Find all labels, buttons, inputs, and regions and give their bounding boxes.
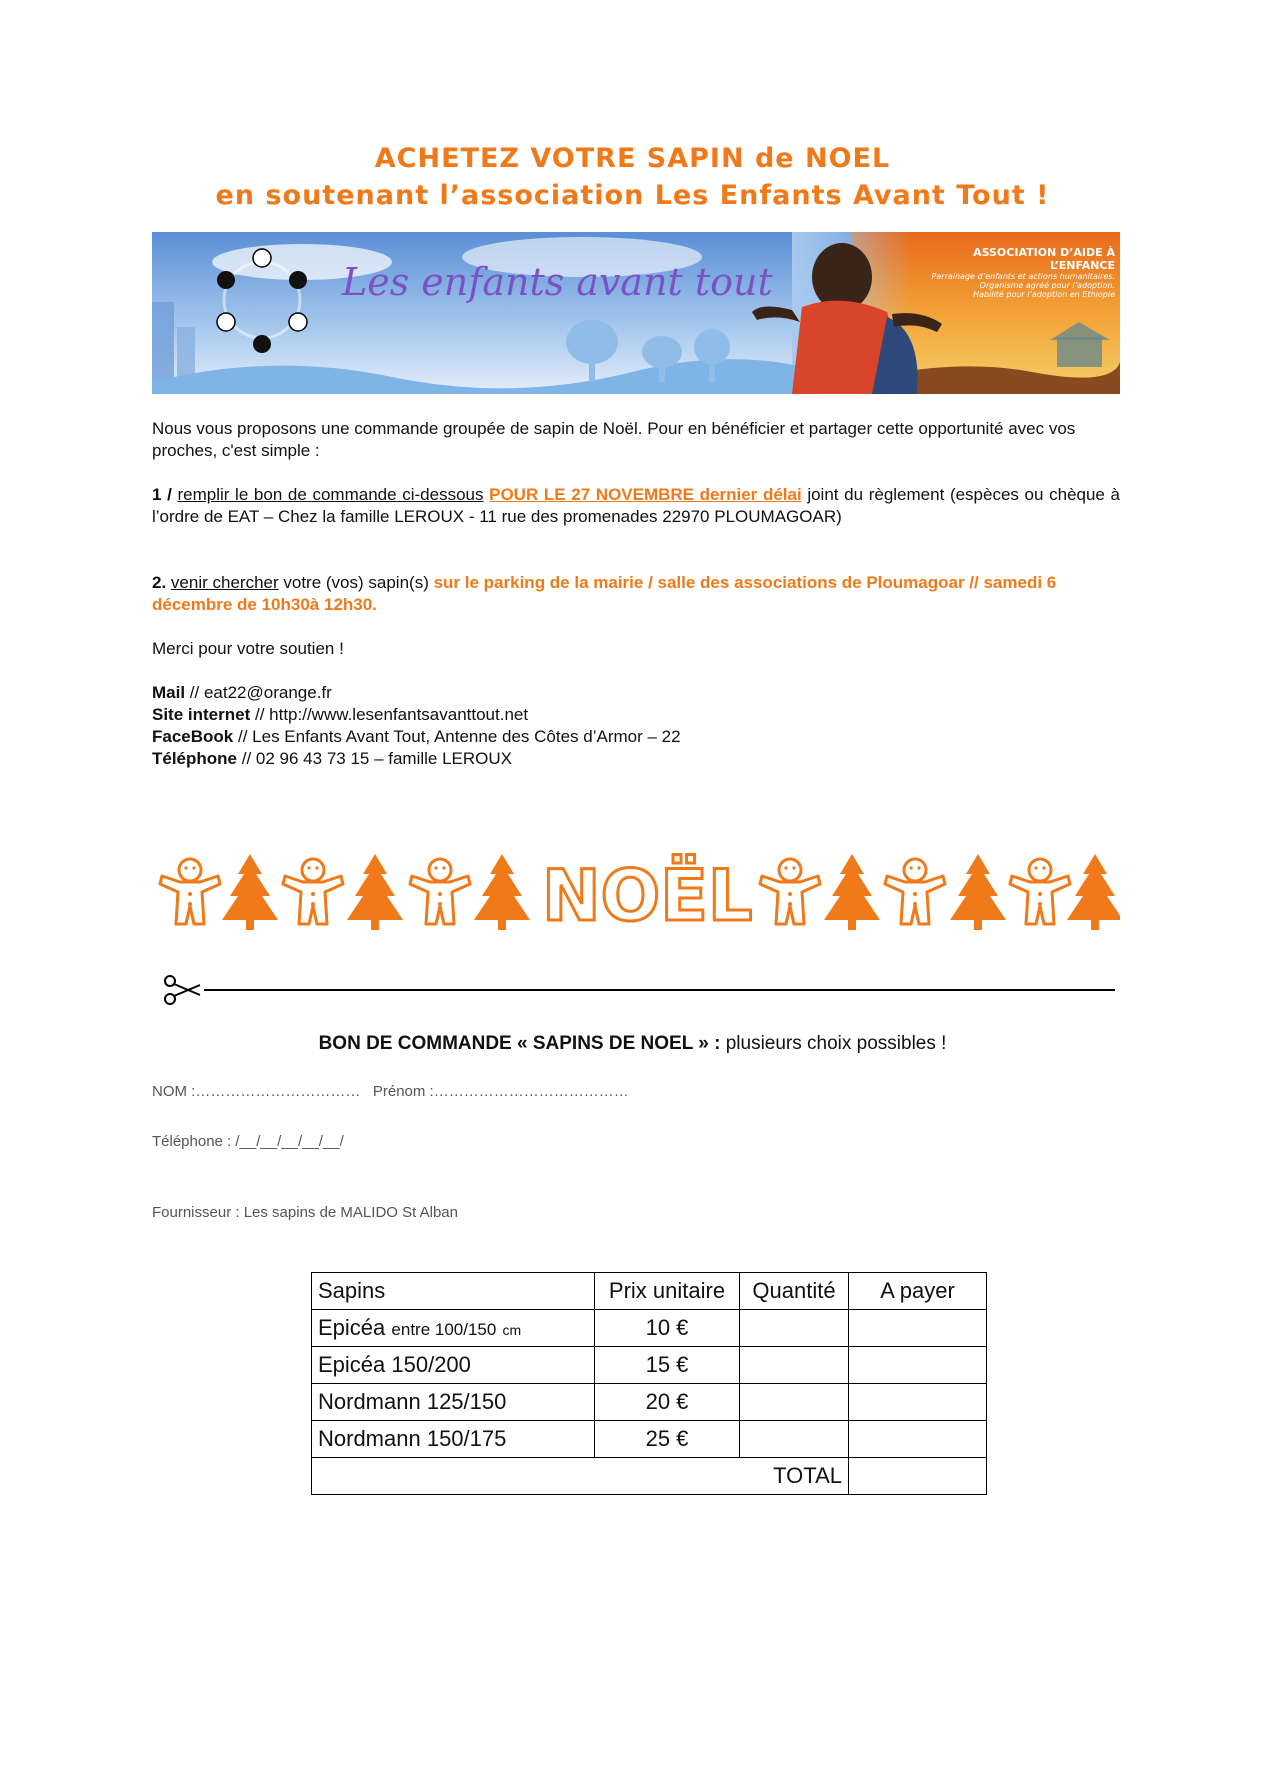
contact-label: Site internet <box>152 705 251 724</box>
contact-phone <box>152 748 1120 770</box>
header-sapins: Sapins <box>312 1273 595 1310</box>
step-1-action: remplir le bon de commande ci-dessous <box>177 485 484 504</box>
total-row <box>312 1458 987 1495</box>
header-prix: Prix unitaire <box>595 1273 740 1310</box>
total-label: TOTAL <box>312 1458 849 1495</box>
telephone-field[interactable]: Téléphone : /__/__/__/__/__/ <box>152 1133 344 1150</box>
tree-name: Nordmann 150/175 <box>312 1421 595 1458</box>
tree-size-unit: cm <box>502 1322 522 1338</box>
contact-label: Téléphone <box>152 749 238 768</box>
contact-website <box>152 704 1120 726</box>
banner-assoc-title: ASSOCIATION D’AIDE À L’ENFANCE <box>973 246 1115 272</box>
supplier-text: Fournisseur : Les sapins de MALIDO St Alban <box>152 1204 458 1221</box>
quantity-cell[interactable] <box>740 1310 849 1347</box>
noel-word: NOËL <box>542 855 753 937</box>
tree-size-text: entre 100/150 <box>391 1320 497 1339</box>
quantity-cell[interactable] <box>740 1347 849 1384</box>
unit-price: 20 € <box>595 1384 740 1421</box>
amount-cell[interactable] <box>849 1384 987 1421</box>
unit-price: 25 € <box>595 1421 740 1458</box>
contact-value: // 02 96 43 73 15 – famille LEROUX <box>241 749 513 768</box>
contact-label: FaceBook <box>152 727 234 746</box>
banner-assoc-line: Organisme agréé pour l’adoption. <box>979 281 1115 290</box>
total-value[interactable] <box>849 1458 987 1495</box>
page-title: ACHETEZ VOTRE SAPIN de NOEL <box>374 143 891 174</box>
tree-name <box>312 1310 595 1347</box>
table-row <box>312 1421 987 1458</box>
header-quantite: Quantité <box>740 1273 849 1310</box>
table-header-row <box>312 1273 987 1310</box>
contact-value[interactable]: // http://www.lesenfantsavanttout.net <box>254 705 529 724</box>
tree-name: Epicéa 150/200 <box>312 1347 595 1384</box>
thanks-text: Merci pour votre soutien ! <box>152 639 344 658</box>
contact-label: Mail <box>152 683 186 702</box>
banner-brand: Les enfants avant tout <box>342 260 773 304</box>
step-1-deadline: POUR LE 27 NOVEMBRE dernier délai <box>489 485 802 504</box>
association-banner <box>152 232 1120 394</box>
unit-price: 15 € <box>595 1347 740 1384</box>
cut-line <box>160 975 1115 1005</box>
tree-name: Nordmann 125/150 <box>312 1384 595 1421</box>
step-1-number: 1 / <box>152 485 172 504</box>
nom-field[interactable]: NOM :…………………………… <box>152 1083 361 1100</box>
order-table <box>311 1272 987 1495</box>
banner-assoc-line: Parrainage d’enfants et actions humanitaires. <box>931 272 1115 281</box>
step-2-number: 2. <box>152 573 167 592</box>
amount-cell[interactable] <box>849 1347 987 1384</box>
header-a-payer: A payer <box>849 1273 987 1310</box>
order-form-note: plusieurs choix possibles ! <box>725 1033 947 1054</box>
noel-decoration-strip <box>150 846 1120 946</box>
banner-association-info <box>910 246 1115 299</box>
name-fields <box>152 1083 629 1100</box>
table-row <box>312 1347 987 1384</box>
order-form-heading <box>0 1033 1265 1055</box>
quantity-cell[interactable] <box>740 1421 849 1458</box>
banner-assoc-line: Habilité pour l’adoption en Ethiopie <box>973 290 1115 299</box>
page-subtitle: en soutenant l’association Les Enfants Avant Tout ! <box>215 180 1050 211</box>
quantity-cell[interactable] <box>740 1384 849 1421</box>
scissors-icon <box>165 976 200 1004</box>
order-form-title: BON DE COMMANDE « SAPINS DE NOEL » : <box>318 1033 721 1054</box>
contact-facebook <box>152 726 1120 748</box>
prenom-field[interactable]: Prénom :………………………………… <box>372 1083 629 1100</box>
table-row <box>312 1310 987 1347</box>
step-1-details: joint du règlement (espèces ou chèque à l’ordre de EAT – Chez la famille LEROUX - 11 rue des promenades 22970 PLOUMAGOAR) <box>152 485 1120 526</box>
intro-paragraph: Nous vous proposons une commande groupée de sapin de Noël. Pour en bénéficier et partager cette opportunité avec vos proches, c'est simple : <box>152 419 1076 460</box>
step-2-middle: votre (vos) sapin(s) <box>283 573 429 592</box>
contact-mail <box>152 682 1120 704</box>
tree-name-text: Epicéa <box>318 1315 386 1340</box>
amount-cell[interactable] <box>849 1421 987 1458</box>
contact-list <box>152 682 1120 770</box>
step-2 <box>152 572 1120 616</box>
amount-cell[interactable] <box>849 1310 987 1347</box>
contact-value[interactable]: // eat22@orange.fr <box>189 683 332 702</box>
step-2-action: venir chercher <box>170 573 279 592</box>
table-row <box>312 1384 987 1421</box>
step-2-location: sur le parking de la mairie / salle des associations de Ploumagoar // samedi 6 décembre de 10h30à 12h30. <box>152 573 1057 614</box>
step-1 <box>152 484 1120 528</box>
unit-price: 10 € <box>595 1310 740 1347</box>
contact-value: // Les Enfants Avant Tout, Antenne des Côtes d’Armor – 22 <box>237 727 681 746</box>
